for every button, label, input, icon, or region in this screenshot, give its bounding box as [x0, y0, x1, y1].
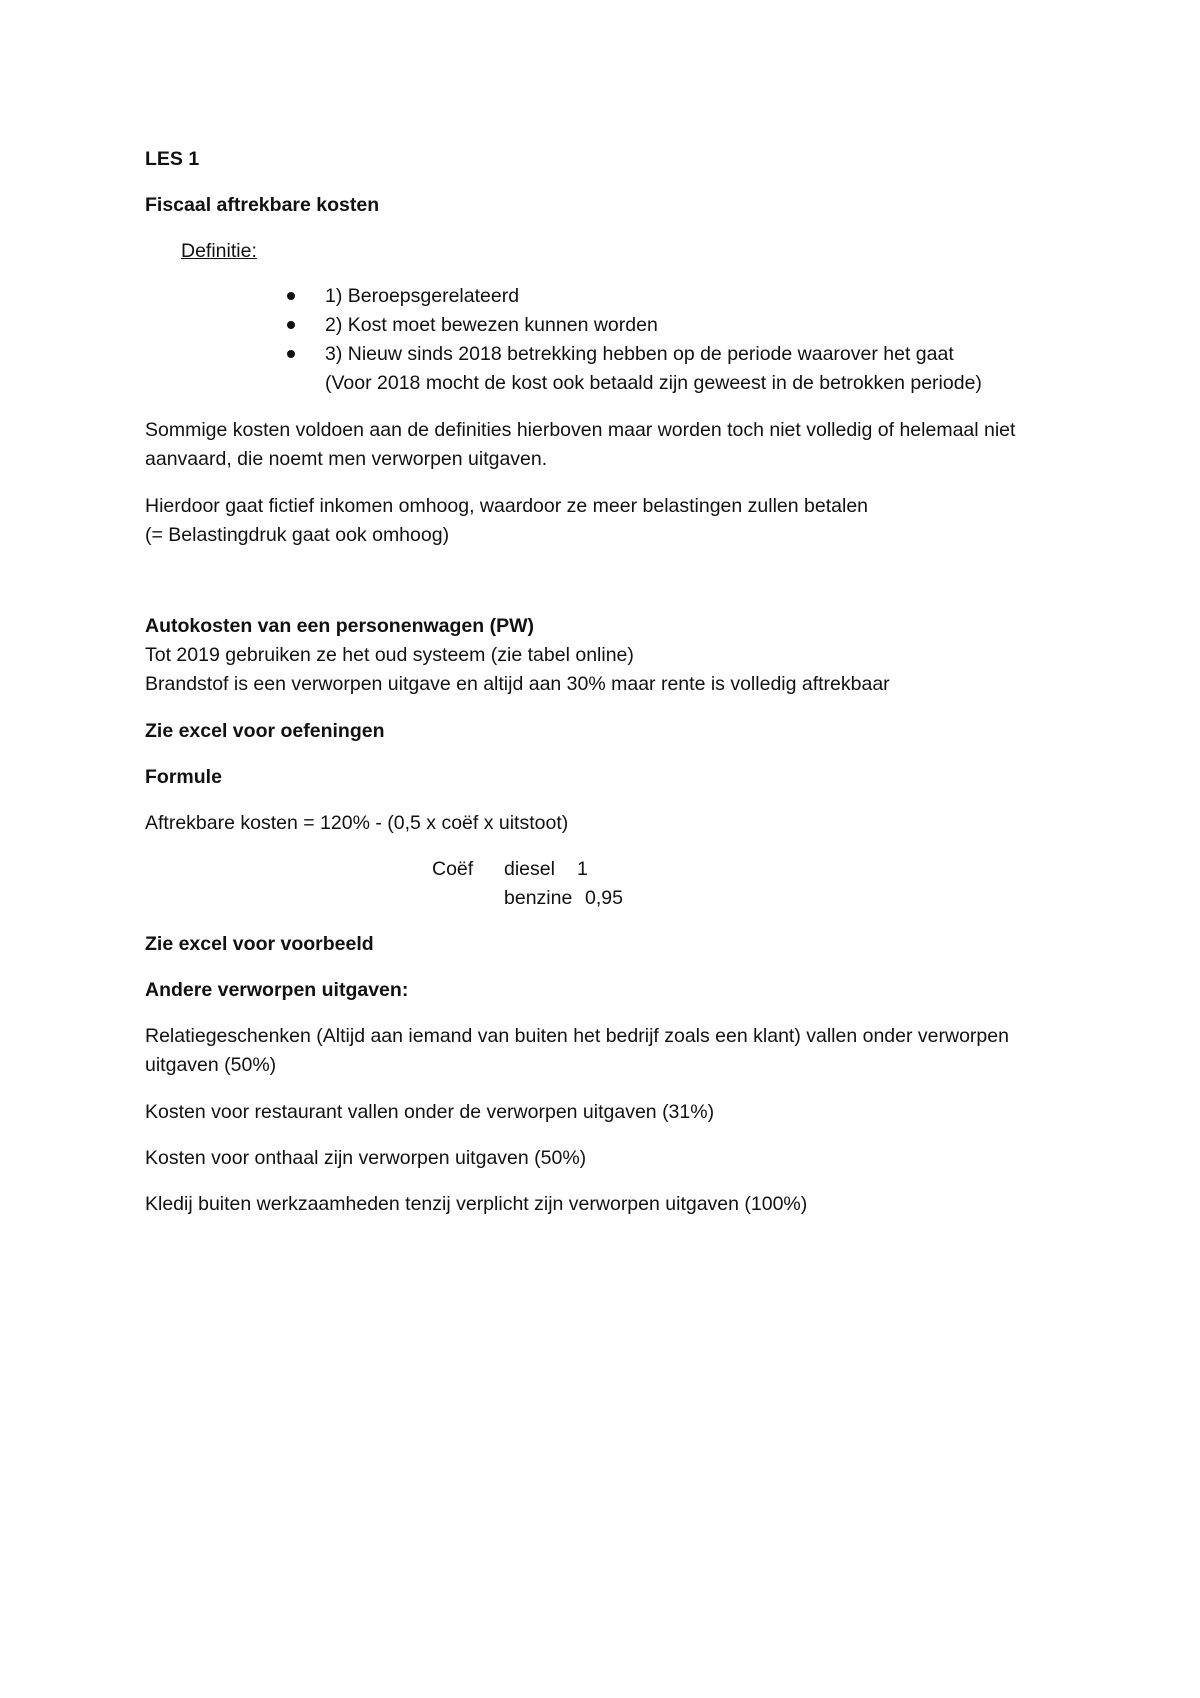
- other-cost-line: Kosten voor onthaal zijn verworpen uitgaven (50%): [145, 1147, 587, 1169]
- other-costs-heading: Andere verworpen uitgaven:: [145, 979, 409, 1001]
- paragraph-line: aanvaard, die noemt men verworpen uitgaven.: [145, 448, 548, 470]
- paragraph-line: Hierdoor gaat fictief inkomen omhoog, waardoor ze meer belastingen zullen betalen: [145, 495, 869, 517]
- definition-item: 3) Nieuw sinds 2018 betrekking hebben op de periode waarover het gaat: [325, 343, 954, 365]
- definition-label: Definitie:: [181, 240, 257, 262]
- coef-label: Coëf: [432, 858, 474, 880]
- car-costs-heading: Autokosten van een personenwagen (PW): [145, 615, 534, 637]
- definition-note: (Voor 2018 mocht de kost ook betaald zijn geweest in de betrokken periode): [325, 372, 982, 394]
- other-cost-line: uitgaven (50%): [145, 1054, 277, 1076]
- other-cost-line: Kledij buiten werkzaamheden tenzij verplicht zijn verworpen uitgaven (100%): [145, 1193, 808, 1215]
- car-costs-line: Tot 2019 gebruiken ze het oud systeem (zie tabel online): [145, 644, 634, 666]
- section-title: Fiscaal aftrekbare kosten: [145, 194, 380, 216]
- formula-heading: Formule: [145, 766, 222, 788]
- lesson-title: LES 1: [145, 148, 200, 170]
- definition-item: 1) Beroepsgerelateerd: [325, 285, 520, 307]
- paragraph-line: (= Belastingdruk gaat ook omhoog): [145, 524, 450, 546]
- coef-value: 0,95: [585, 887, 623, 909]
- excel-example-note: Zie excel voor voorbeeld: [145, 933, 374, 955]
- paragraph-line: Sommige kosten voldoen aan de definities hierboven maar worden toch niet volledig of helemaal niet: [145, 419, 1016, 441]
- other-cost-line: Kosten voor restaurant vallen onder de verworpen uitgaven (31%): [145, 1101, 715, 1123]
- other-cost-line: Relatiegeschenken (Altijd aan iemand van buiten het bedrijf zoals een klant) vallen onder verworpen: [145, 1025, 1009, 1047]
- definition-item: 2) Kost moet bewezen kunnen worden: [325, 314, 658, 336]
- formula-text: Aftrekbare kosten = 120% - (0,5 x coëf x uitstoot): [145, 812, 569, 834]
- bullet-icon: [287, 321, 295, 329]
- excel-exercises-note: Zie excel voor oefeningen: [145, 720, 385, 742]
- coef-value: 1: [577, 858, 588, 880]
- coef-fuel: benzine: [504, 887, 573, 909]
- coef-fuel: diesel: [504, 858, 555, 880]
- bullet-icon: [287, 292, 295, 300]
- bullet-icon: [287, 350, 295, 358]
- car-costs-line: Brandstof is een verworpen uitgave en altijd aan 30% maar rente is volledig aftrekbaar: [145, 673, 890, 695]
